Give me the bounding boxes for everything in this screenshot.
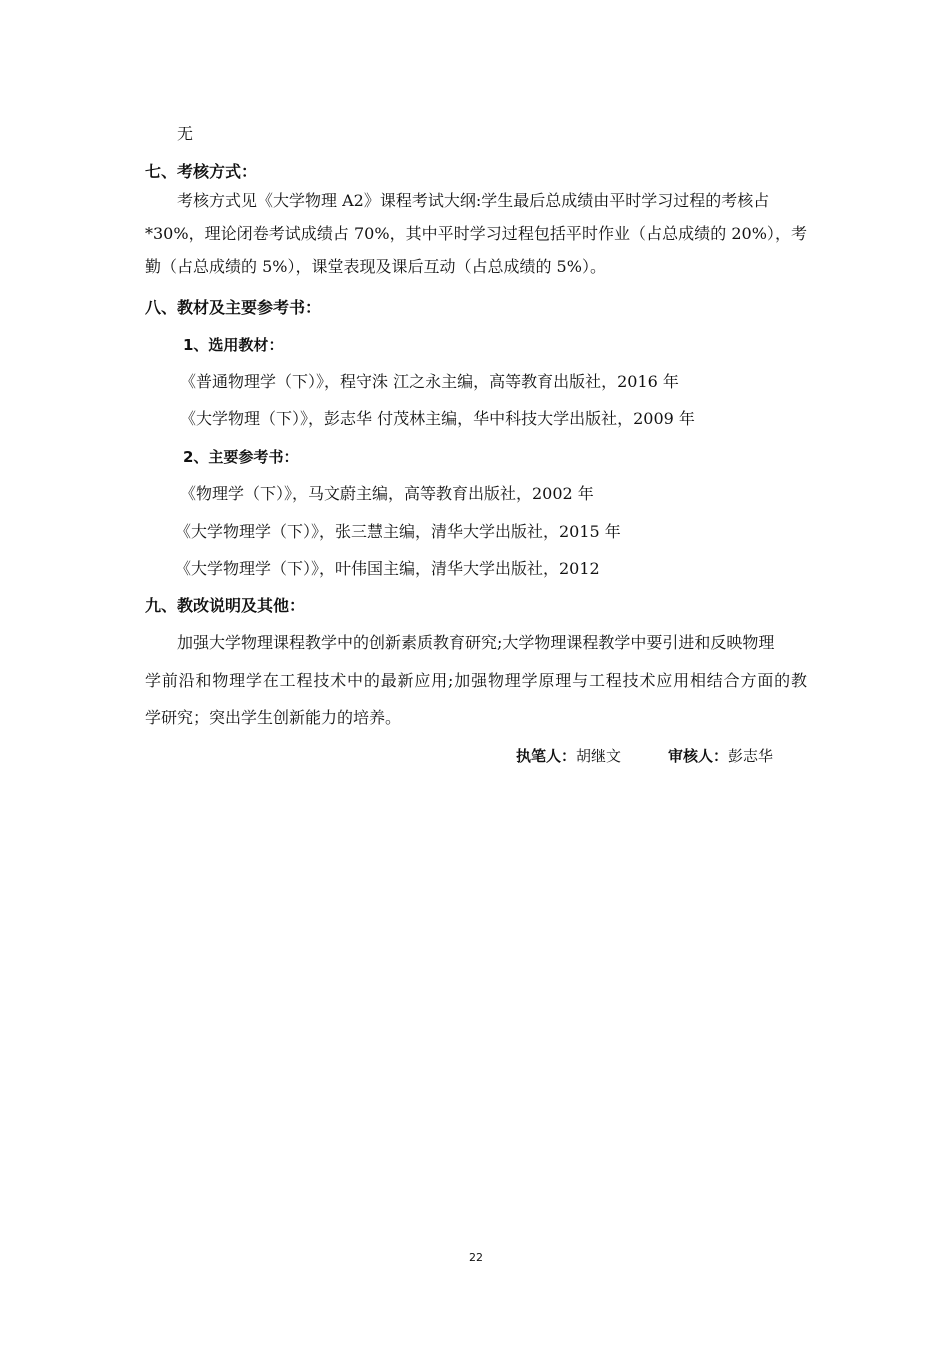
author-signature xyxy=(516,744,621,768)
section9-line-2: 学前沿和物理学在工程技术中的最新应用;加强物理学原理与工程技术应用相结合方面的教 xyxy=(145,671,807,690)
author-label: 执笔人： xyxy=(516,747,577,765)
section7-line-3: 勤（占总成绩的 5%），课堂表现及课后互动（占总成绩的 5%）。 xyxy=(145,257,606,276)
reviewer-name: 彭志华 xyxy=(728,747,774,765)
section7-line-1: 考核方式见《大学物理 A2》课程考试大纲:学生最后总成绩由平时学习过程的考核占 xyxy=(177,191,770,210)
reference-item-3: 《大学物理学（下）》，叶伟国主编，清华大学出版社，2012 xyxy=(175,559,600,578)
section9-line-1: 加强大学物理课程教学中的创新素质教育研究;大学物理课程教学中要引进和反映物理 xyxy=(177,633,775,652)
reference-item-1: 《物理学（下）》，马文蔚主编，高等教育出版社，2002 年 xyxy=(180,484,594,503)
section6-tail-text: 无 xyxy=(177,124,194,143)
textbook-item-1: 《普通物理学（下）》，程守洙 江之永主编，高等教育出版社，2016 年 xyxy=(180,372,679,391)
reference-item-2: 《大学物理学（下）》，张三慧主编，清华大学出版社，2015 年 xyxy=(175,522,621,541)
textbook-item-2: 《大学物理（下）》，彭志华 付茂林主编，华中科技大学出版社，2009 年 xyxy=(180,409,695,428)
section9-line-3: 学研究；突出学生创新能力的培养。 xyxy=(145,708,402,727)
page-number: 22 xyxy=(469,1251,483,1264)
author-name: 胡继文 xyxy=(576,747,622,765)
reviewer-signature xyxy=(668,744,773,768)
textbook-subheading: 1、选用教材： xyxy=(183,336,284,354)
section7-line-2: *30%，理论闭卷考试成绩占 70%，其中平时学习过程包括平时作业（占总成绩的 20%），考 xyxy=(145,224,807,243)
section7-heading: 七、考核方式： xyxy=(145,162,258,181)
section8-heading: 八、教材及主要参考书： xyxy=(145,298,322,317)
reviewer-label: 审核人： xyxy=(668,747,729,765)
reference-subheading: 2、主要参考书： xyxy=(183,448,299,466)
section9-heading: 九、教改说明及其他： xyxy=(145,596,306,615)
